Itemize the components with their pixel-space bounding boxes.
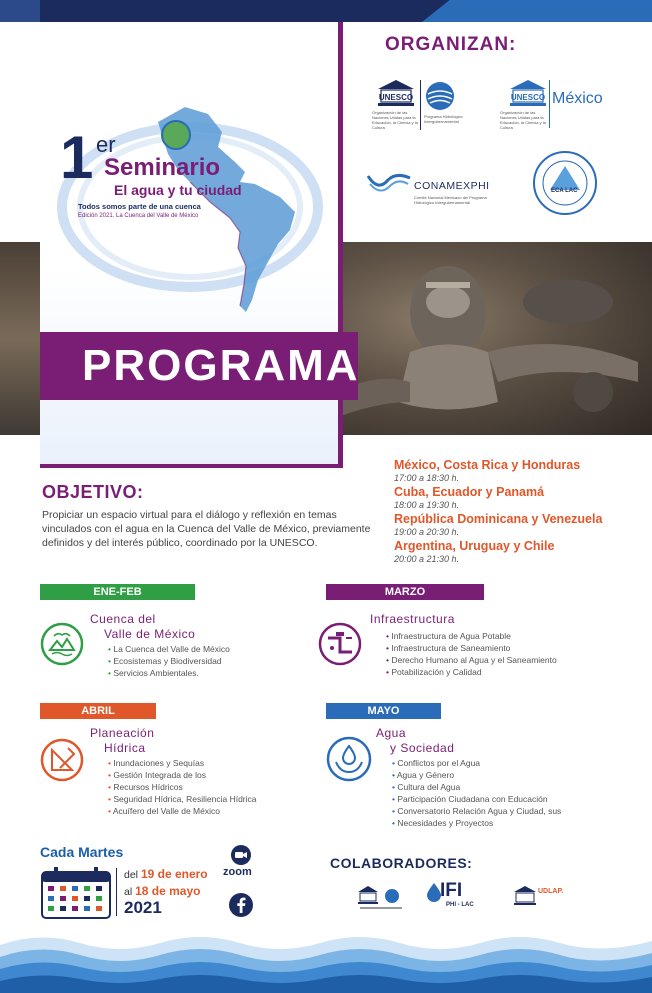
conamexphi-caption: Comité Nacional Mexicano del Programa Hidrológico Intergubernamental: [414, 195, 487, 205]
list-item: • Servicios Ambientales.: [108, 667, 230, 679]
ecca-lac-emblem: [530, 150, 600, 216]
list-item: • Necesidades y Proyectos: [392, 817, 561, 829]
water-waves-decoration: [0, 925, 652, 993]
section-list: [392, 757, 561, 829]
udlap-logo: UDLAP.: [538, 888, 564, 895]
mexico-label: México: [552, 90, 603, 107]
seminar-edition: Edición 2021. La Cuenca del Valle de México: [78, 213, 199, 219]
tab-mayo: MAYO: [326, 703, 441, 719]
unesco-small-logo: [512, 884, 538, 910]
list-item: • Cultura del Agua: [392, 781, 561, 793]
list-item: • Conversatorio Relación Agua y Ciudad, sus: [392, 805, 561, 817]
tab-marzo: MARZO: [326, 584, 484, 600]
zoom-label: zoom: [223, 866, 252, 878]
list-item: • Inundaciones y Sequías: [108, 757, 257, 769]
pipes-icon: [318, 622, 362, 666]
purple-horizontal-rule: [40, 464, 343, 468]
zoom-camera-icon: [230, 844, 252, 866]
conamexphi-label: CONAMEXPHI: [414, 180, 490, 192]
list-item: • La Cuenca del Valle de México: [108, 643, 230, 655]
tab-ene-feb: ENE-FEB: [40, 584, 195, 600]
objective-text: Propiciar un espacio virtual para el diálogo y reflexión en temas vinculados con el agua en la Cuenca del Valle de México, previamente definidos y del interés público, coordinado por la UNESCO.: [42, 509, 371, 549]
unesco-caption: Organización de las Naciones Unidas para la Educación, la Ciencia y la Cultura: [372, 110, 418, 130]
list-item: • Gestión Integrada de los: [108, 769, 257, 781]
date-del: del: [124, 869, 139, 881]
list-item: • Recursos Hídricos: [108, 781, 257, 793]
schedule-countries: Cuba, Ecuador y Panamá: [394, 485, 545, 499]
cada-martes-label: Cada Martes: [40, 844, 124, 860]
ifi-logo-text: IFI: [440, 880, 463, 901]
mural-photo: [338, 242, 652, 435]
section-title: Planeación: [90, 726, 155, 740]
ifi-subtext: PHI - LAC: [446, 902, 474, 908]
section-title: y Sociedad: [390, 741, 455, 755]
date-start: 19 de enero: [140, 867, 208, 881]
seminar-superscript: er: [96, 132, 116, 157]
seminar-subtitle: El agua y tu ciudad: [114, 182, 242, 198]
schedule-time: 19:00 a 20:30 h.: [394, 527, 460, 537]
objective-heading: OBJETIVO:: [42, 482, 144, 502]
unesco-collaborator-logo: [356, 884, 406, 914]
section-title: Valle de México: [104, 627, 196, 641]
schedule-time: 18:00 a 19:30 h.: [394, 500, 460, 510]
svg-text:UNESCO: UNESCO: [510, 93, 546, 102]
list-item: • Seguridad Hídrica, Resiliencia Hídrica: [108, 793, 257, 805]
top-bar: [0, 0, 652, 22]
phi-caption: Programa Hidrológico Intergubernamental: [424, 114, 463, 124]
schedule-countries: México, Costa Rica y Honduras: [394, 458, 581, 472]
ruler-pencil-icon: [40, 738, 84, 782]
footer-divider: [116, 868, 117, 916]
schedule-countries: República Dominicana y Venezuela: [394, 512, 603, 526]
conamexphi-wave-icon: [366, 170, 412, 198]
seminar-title: Seminario: [104, 154, 221, 181]
section-list: [386, 630, 557, 678]
section-title: Cuenca del: [90, 612, 156, 626]
unesco-divider: [420, 80, 421, 130]
schedule-list: [394, 458, 644, 566]
date-al: al: [124, 886, 133, 898]
ecca-lac-label: ECA LAC: [551, 188, 578, 194]
list-item: • Infraestructura de Agua Potable: [386, 630, 557, 642]
landscape-icon: [40, 622, 84, 666]
unesco-mexico-temple-icon: [508, 78, 548, 108]
section-title: Agua: [376, 726, 407, 740]
facebook-icon: [228, 892, 254, 918]
svg-text:UNESCO: UNESCO: [378, 93, 414, 102]
programa-banner: PROGRAMA: [40, 332, 358, 400]
date-range: [124, 866, 208, 900]
tab-abril: ABRIL: [40, 703, 156, 719]
list-item: • Infraestructura de Saneamiento: [386, 642, 557, 654]
section-title: Hídrica: [104, 741, 146, 755]
seminar-tagline: Todos somos parte de una cuenca: [78, 202, 201, 211]
water-hands-icon: [326, 736, 372, 782]
organizan-heading: ORGANIZAN:: [385, 34, 517, 55]
schedule-time: 17:00 a 18:30 h.: [394, 473, 460, 483]
unesco-mexico-caption: Organización de las Naciones Unidas para la Educación, la Ciencia y la Cultura: [500, 110, 546, 130]
list-item: • Participación Ciudadana con Educación: [392, 793, 561, 805]
seminar-logo: [60, 120, 330, 230]
mural-illustration: [338, 242, 652, 435]
unesco-mexico-divider: [549, 80, 550, 128]
list-item: • Conflictos por el Agua: [392, 757, 561, 769]
colaboradores-heading: COLABORADORES:: [330, 855, 473, 871]
section-list: [108, 643, 230, 679]
year-label: 2021: [124, 898, 162, 917]
phi-globe-icon: [424, 80, 456, 112]
section-list: [108, 757, 257, 817]
list-item: • Derecho Humano al Agua y el Saneamiento: [386, 654, 557, 666]
list-item: • Agua y Género: [392, 769, 561, 781]
unesco-temple-icon: [376, 78, 416, 108]
list-item: • Ecosistemas y Biodiversidad: [108, 655, 230, 667]
schedule-time: 20:00 a 21:30 h.: [394, 554, 460, 564]
schedule-countries: Argentina, Uruguay y Chile: [394, 539, 555, 553]
section-title: Infraestructura: [370, 612, 455, 626]
top-bar-right-accent: [422, 0, 652, 22]
seminar-number: 1: [60, 124, 94, 191]
top-bar-left-accent: [0, 0, 40, 22]
left-photo-strip: [0, 242, 40, 435]
list-item: • Acuífero del Valle de México: [108, 805, 257, 817]
date-end: 18 de mayo: [135, 884, 201, 898]
calendar-icon: [40, 866, 112, 920]
list-item: • Potabilización y Calidad: [386, 666, 557, 678]
